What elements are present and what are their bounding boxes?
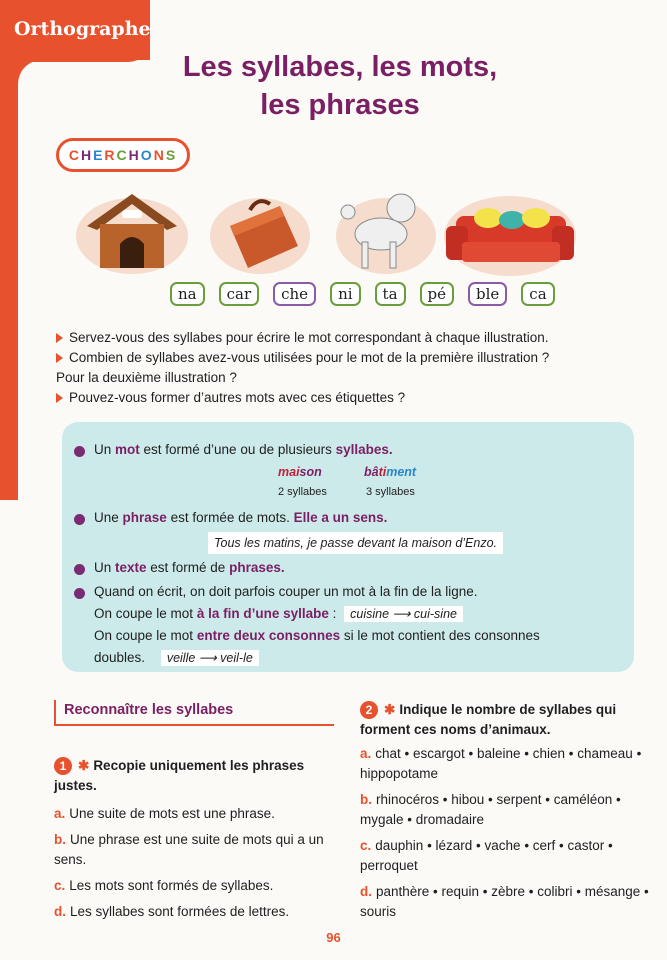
rule-texte: Un texte est formé de phrases.: [94, 560, 285, 575]
exercise-2-title: 2 ✱ Indique le nombre de syllabes qui forment ces noms d’animaux.: [360, 702, 617, 737]
triangle-bullet-icon: [56, 333, 63, 343]
exercise-item: d. Les syllabes sont formées de lettres.: [54, 904, 290, 919]
bullet-icon: [74, 564, 85, 575]
bullet-icon: [74, 588, 85, 599]
cherchons-letter: H: [80, 147, 94, 163]
star-icon: ✱: [78, 758, 90, 773]
section-label: Orthographe: [14, 18, 151, 40]
cherchons-letter: R: [104, 147, 117, 163]
canape-icon: [440, 186, 580, 276]
syllable-chip: pé: [420, 282, 454, 306]
syllable-chip: na: [170, 282, 205, 306]
title-line-2: les phrases: [260, 89, 420, 121]
exercise-2-list: [360, 744, 650, 922]
exercise-item: a. Une suite de mots est une phrase.: [54, 806, 275, 821]
cherchons-letter: H: [128, 147, 141, 163]
coupure-example-1: cuisine ⟶ cui-sine: [344, 606, 463, 622]
caniche-icon: [326, 186, 446, 276]
exercise-column-right: [360, 700, 650, 928]
example-maison: maison: [278, 465, 322, 479]
page-title: [150, 48, 530, 124]
rule-mot: Un mot est formé d’une ou de plusieurs syllabes.: [94, 442, 393, 457]
question-1: Servez-vous des syllabes pour écrire le mot correspondant à chaque illustration.: [56, 328, 636, 348]
cherchons-letter: C: [116, 147, 129, 163]
exercise-column-left: [54, 700, 344, 928]
phrase-example: Tous les matins, je passe devant la maison d’Enzo.: [208, 532, 503, 554]
rule-coupure: Quand on écrit, on doit parfois couper un mot à la fin de la ligne.: [94, 584, 478, 599]
rule-coupure-doubles: doubles. veille ⟶ veil-le: [94, 648, 259, 668]
cherchons-letter: N: [153, 147, 166, 163]
syllable-chip: ta: [375, 282, 406, 306]
cherchons-letter: O: [140, 147, 154, 163]
cherchons-letter: E: [93, 147, 105, 163]
exercise-1-title: 1 ✱ Recopie uniquement les phrases justes.: [54, 758, 305, 793]
cartable-icon: [200, 186, 320, 276]
exercise-item: c. Les mots sont formés de syllabes.: [54, 878, 274, 893]
question-2: Combien de syllabes avez-vous utilisées pour le mot de la première illustration ?: [56, 348, 636, 368]
page-number: 96: [326, 930, 341, 945]
exercise-item: b. rhinocéros • hibou • serpent • caméléon • mygale • dromadaire: [360, 792, 621, 827]
triangle-bullet-icon: [56, 353, 63, 363]
rule-coupure-syllabe: On coupe le mot à la fin d’une syllabe : cuisine ⟶ cui-sine: [94, 604, 463, 624]
cherchons-letter: C: [68, 147, 81, 163]
number-badge: 2: [360, 701, 378, 719]
number-badge: 1: [54, 757, 72, 775]
coupure-example-2: veille ⟶ veil-le: [161, 650, 259, 666]
syllable-chip: car: [219, 282, 260, 306]
syllable-chip: ca: [521, 282, 554, 306]
syllable-chip: ble: [468, 282, 507, 306]
section-heading: Reconnaître les syllabes: [54, 700, 334, 726]
rules-box: [62, 422, 634, 672]
cherchons-badge: [56, 138, 190, 172]
rule-coupure-consonnes: On coupe le mot entre deux consonnes si le mot contient des consonnes: [94, 628, 540, 643]
exercise-item: c. dauphin • lézard • vache • cerf • castor • perroquet: [360, 838, 613, 873]
caption-batiment: 3 syllabes: [366, 486, 415, 498]
exercise-1-list: [54, 804, 344, 922]
niche-icon: [72, 186, 192, 276]
syllable-chip: ni: [330, 282, 360, 306]
bullet-icon: [74, 514, 85, 525]
exercise-item: b. Une phrase est une suite de mots qui a un sens.: [54, 832, 324, 867]
rule-phrase: Une phrase est formée de mots. Elle a un sens.: [94, 510, 388, 525]
questions: [56, 328, 636, 408]
syllable-chips: [170, 282, 555, 306]
caption-maison: 2 syllabes: [278, 486, 327, 498]
question-3: Pouvez-vous former d’autres mots avec ces étiquettes ?: [56, 388, 636, 408]
question-2-continued: Pour la deuxième illustration ?: [56, 370, 237, 385]
bullet-icon: [74, 446, 85, 457]
title-line-1: Les syllabes, les mots,: [182, 51, 498, 83]
exercise-item: d. panthère • requin • zèbre • colibri • mésange • souris: [360, 884, 649, 919]
example-batiment: bâtiment: [364, 465, 417, 479]
triangle-bullet-icon: [56, 393, 63, 403]
star-icon: ✱: [384, 702, 396, 717]
exercise-item: a. chat • escargot • baleine • chien • chameau • hippopotame: [360, 746, 642, 781]
syllable-chip: che: [273, 282, 316, 306]
section-tab: [0, 0, 150, 62]
cherchons-letter: S: [165, 147, 178, 163]
